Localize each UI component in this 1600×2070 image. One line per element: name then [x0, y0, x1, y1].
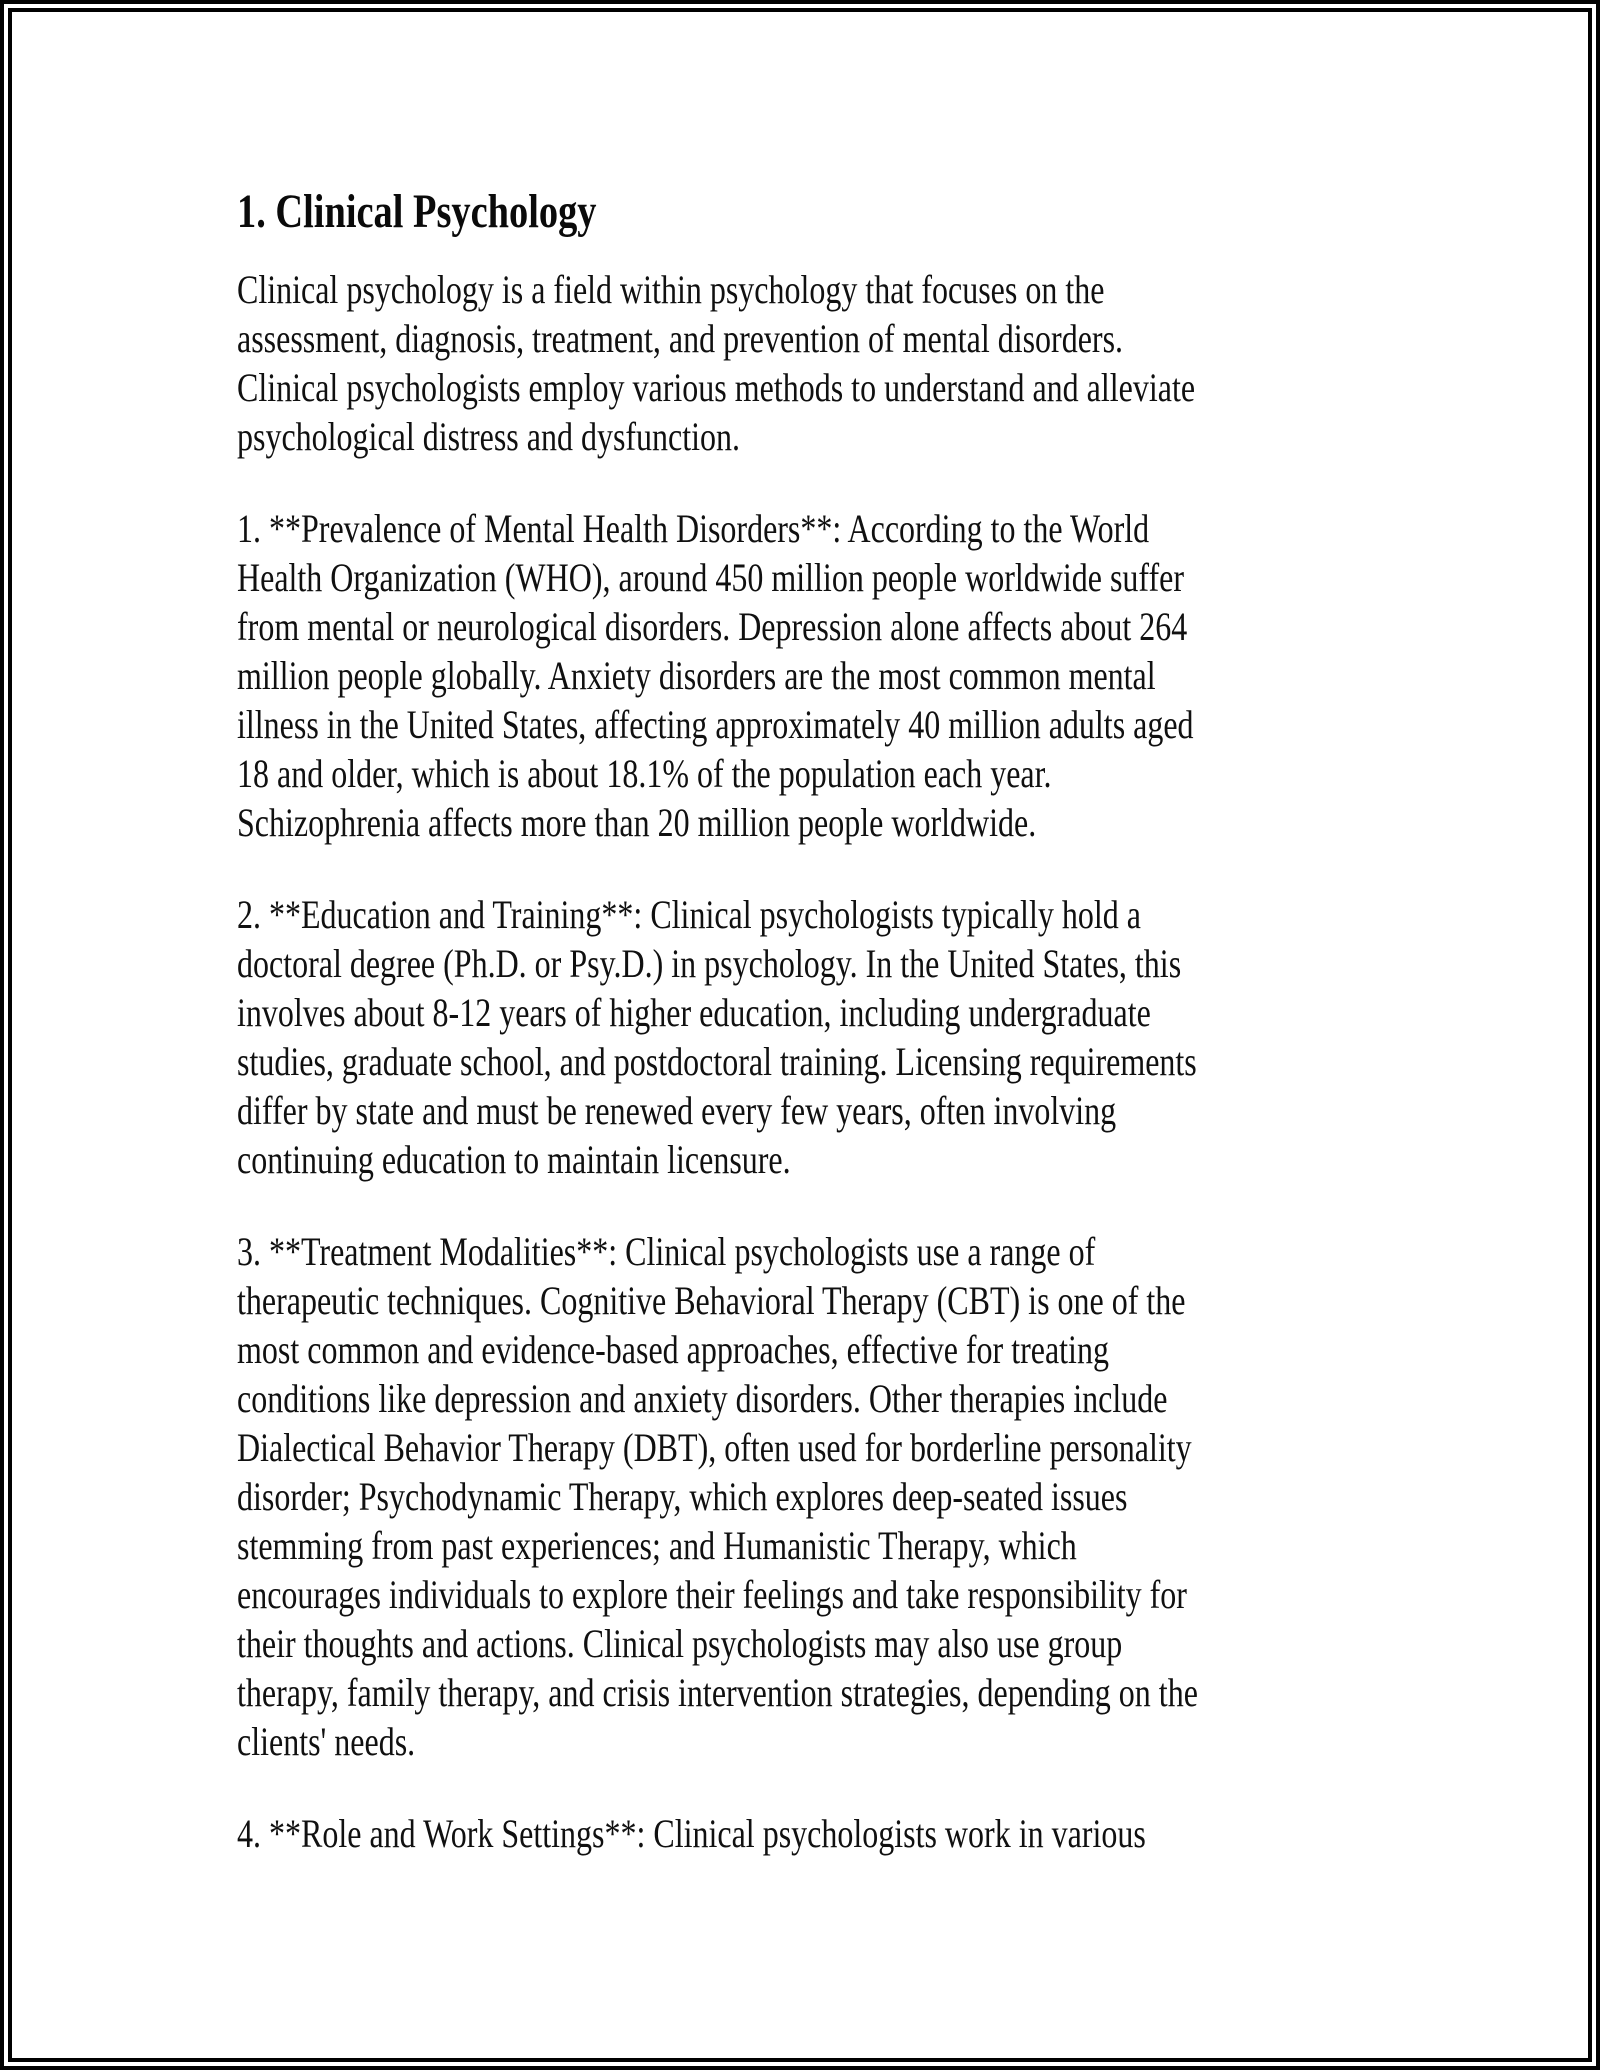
- text-line: 18 and older, which is about 18.1% of the population each year.: [237, 751, 1052, 796]
- text-line: clients' needs.: [237, 1719, 416, 1764]
- text-line: illness in the United States, affecting approximately 40 million adults aged: [237, 702, 1194, 747]
- text-line: 2. **Education and Training**: Clinical psychologists typically hold a: [237, 892, 1141, 937]
- text-line: their thoughts and actions. Clinical psychologists may also use group: [237, 1621, 1123, 1666]
- text-line: stemming from past experiences; and Humanistic Therapy, which: [237, 1523, 1077, 1568]
- text-line: studies, graduate school, and postdoctoral training. Licensing requirements: [237, 1039, 1197, 1084]
- text-line: conditions like depression and anxiety disorders. Other therapies include: [237, 1376, 1168, 1421]
- paragraph: [237, 504, 1592, 847]
- paragraph: [237, 1809, 1592, 1858]
- text-line: assessment, diagnosis, treatment, and prevention of mental disorders.: [237, 316, 1124, 361]
- text-line: doctoral degree (Ph.D. or Psy.D.) in psychology. In the United States, this: [237, 941, 1182, 986]
- text-line: from mental or neurological disorders. Depression alone affects about 264: [237, 604, 1188, 649]
- text-line: continuing education to maintain licensure.: [237, 1137, 791, 1182]
- text-line: therapeutic techniques. Cognitive Behavioral Therapy (CBT) is one of the: [237, 1278, 1186, 1323]
- text-line: differ by state and must be renewed every few years, often involving: [237, 1088, 1117, 1133]
- text-line: most common and evidence-based approaches, effective for treating: [237, 1327, 1109, 1372]
- text-line: disorder; Psychodynamic Therapy, which explores deep-seated issues: [237, 1474, 1128, 1519]
- body-text: [237, 265, 1592, 1858]
- text-line: encourages individuals to explore their feelings and take responsibility for: [237, 1572, 1187, 1617]
- page-double-border: [8, 8, 1592, 2062]
- text-line: million people globally. Anxiety disorders are the most common mental: [237, 653, 1156, 698]
- text-line: Health Organization (WHO), around 450 million people worldwide suffer: [237, 555, 1185, 600]
- paragraph: [237, 890, 1592, 1184]
- text-line: 4. **Role and Work Settings**: Clinical psychologists work in various: [237, 1811, 1146, 1856]
- paragraph: [237, 265, 1592, 461]
- text-line: 1. **Prevalence of Mental Health Disorders**: According to the World: [237, 506, 1150, 551]
- text-line: Clinical psychologists employ various methods to understand and alleviate: [237, 365, 1196, 410]
- text-line: involves about 8-12 years of higher education, including undergraduate: [237, 990, 1151, 1035]
- page-title: 1. Clinical Psychology: [237, 185, 597, 238]
- text-line: Clinical psychology is a field within psychology that focuses on the: [237, 267, 1105, 312]
- page-content: [237, 186, 1592, 1858]
- text-line: Schizophrenia affects more than 20 million people worldwide.: [237, 800, 1037, 845]
- text-line: 3. **Treatment Modalities**: Clinical psychologists use a range of: [237, 1229, 1096, 1274]
- text-line: therapy, family therapy, and crisis intervention strategies, depending on the: [237, 1670, 1198, 1715]
- text-line: psychological distress and dysfunction.: [237, 414, 741, 459]
- paragraph: [237, 1227, 1592, 1766]
- text-line: Dialectical Behavior Therapy (DBT), often used for borderline personality: [237, 1425, 1192, 1470]
